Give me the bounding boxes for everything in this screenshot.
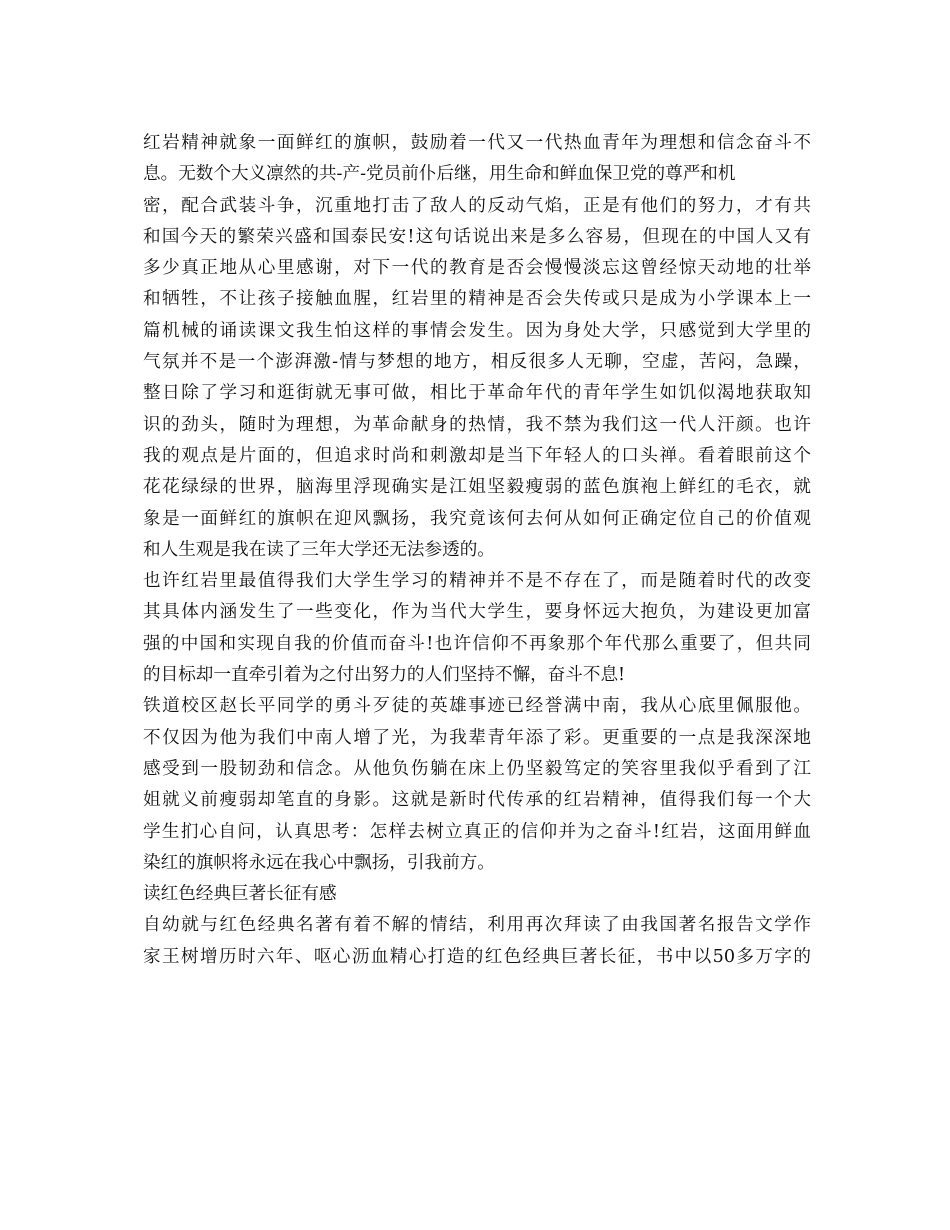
text-line: 姐就义前瘦弱却笔直的身影。这就是新时代传承的红岩精神，值得我们每一个大: [143, 790, 811, 811]
text-line: 强的中国和实现自我的价值而奋斗!也许信仰不再象那个年代那么重要了，但共同: [143, 633, 811, 654]
text-line: 息。无数个大义凛然的共-产-党员前仆后继，用生命和鲜血保卫党的尊严和机: [143, 164, 736, 185]
text-line: 也许红岩里最值得我们大学生学习的精神并不是不存在了，而是随着时代的改变: [143, 571, 811, 592]
text-line: 多少真正地从心里感谢，对下一代的教育是否会慢慢淡忘这曾经惊天动地的壮举: [143, 258, 811, 279]
text-line: 和人生观是我在读了三年大学还无法参透的。: [143, 539, 495, 560]
text-line: 我的观点是片面的，但追求时尚和刺激却是当下年轻人的口头禅。看着眼前这个: [143, 445, 811, 466]
body-text: [143, 128, 811, 973]
text-line: 感受到一股韧劲和信念。从他负伤躺在床上仍坚毅笃定的笑容里我似乎看到了江: [143, 758, 811, 779]
text-line: 和国今天的繁荣兴盛和国泰民安!这句话说出来是多么容易，但现在的中国人又有: [143, 226, 811, 247]
text-line: 家王树增历时六年、呕心沥血精心打造的红色经典巨著长征，书中以50多万字的: [143, 946, 811, 967]
text-line: 整日除了学习和逛街就无事可做，相比于革命年代的青年学生如饥似渴地获取知: [143, 383, 811, 404]
text-line: 染红的旗帜将永远在我心中飘扬，引我前方。: [143, 852, 495, 873]
text-line: 密，配合武装斗争，沉重地打击了敌人的反动气焰，正是有他们的努力，才有共: [143, 195, 811, 216]
text-line: 气氛并不是一个澎湃激-情与梦想的地方，相反很多人无聊，空虚，苦闷，急躁，: [143, 352, 811, 373]
section-heading: 读红色经典巨著长征有感: [143, 884, 337, 905]
text-line: 的目标却一直牵引着为之付出努力的人们坚持不懈，奋斗不息!: [143, 665, 626, 686]
text-line: 不仅因为他为我们中南人增了光，为我辈青年添了彩。更重要的一点是我深深地: [143, 727, 811, 748]
text-line: 铁道校区赵长平同学的勇斗歹徒的英雄事迹已经誉满中南，我从心底里佩服他。: [143, 696, 811, 717]
text-line: 篇机械的诵读课文我生怕这样的事情会发生。因为身处大学，只感觉到大学里的: [143, 320, 811, 341]
text-line: 学生扪心自问，认真思考：怎样去树立真正的信仰并为之奋斗!红岩，这面用鲜血: [143, 821, 811, 842]
text-line: 象是一面鲜红的旗帜在迎风飘扬，我究竟该何去何从如何正确定位自己的价值观: [143, 508, 811, 529]
text-line: 自幼就与红色经典名著有着不解的情结，利用再次拜读了由我国著名报告文学作: [143, 915, 811, 936]
text-line: 其具体内涵发生了一些变化，作为当代大学生，要身怀远大抱负，为建设更加富: [143, 602, 811, 623]
text-line: 红岩精神就象一面鲜红的旗帜，鼓励着一代又一代热血青年为理想和信念奋斗不: [143, 133, 811, 153]
text-line: 和牺牲，不让孩子接触血腥，红岩里的精神是否会失传或只是成为小学课本上一: [143, 289, 811, 310]
text-line: 识的劲头，随时为理想，为革命献身的热情，我不禁为我们这一代人汗颜。也许: [143, 414, 811, 435]
text-line: 花花绿绿的世界，脑海里浮现确实是江姐坚毅瘦弱的蓝色旗袍上鲜红的毛衣，就: [143, 477, 811, 498]
